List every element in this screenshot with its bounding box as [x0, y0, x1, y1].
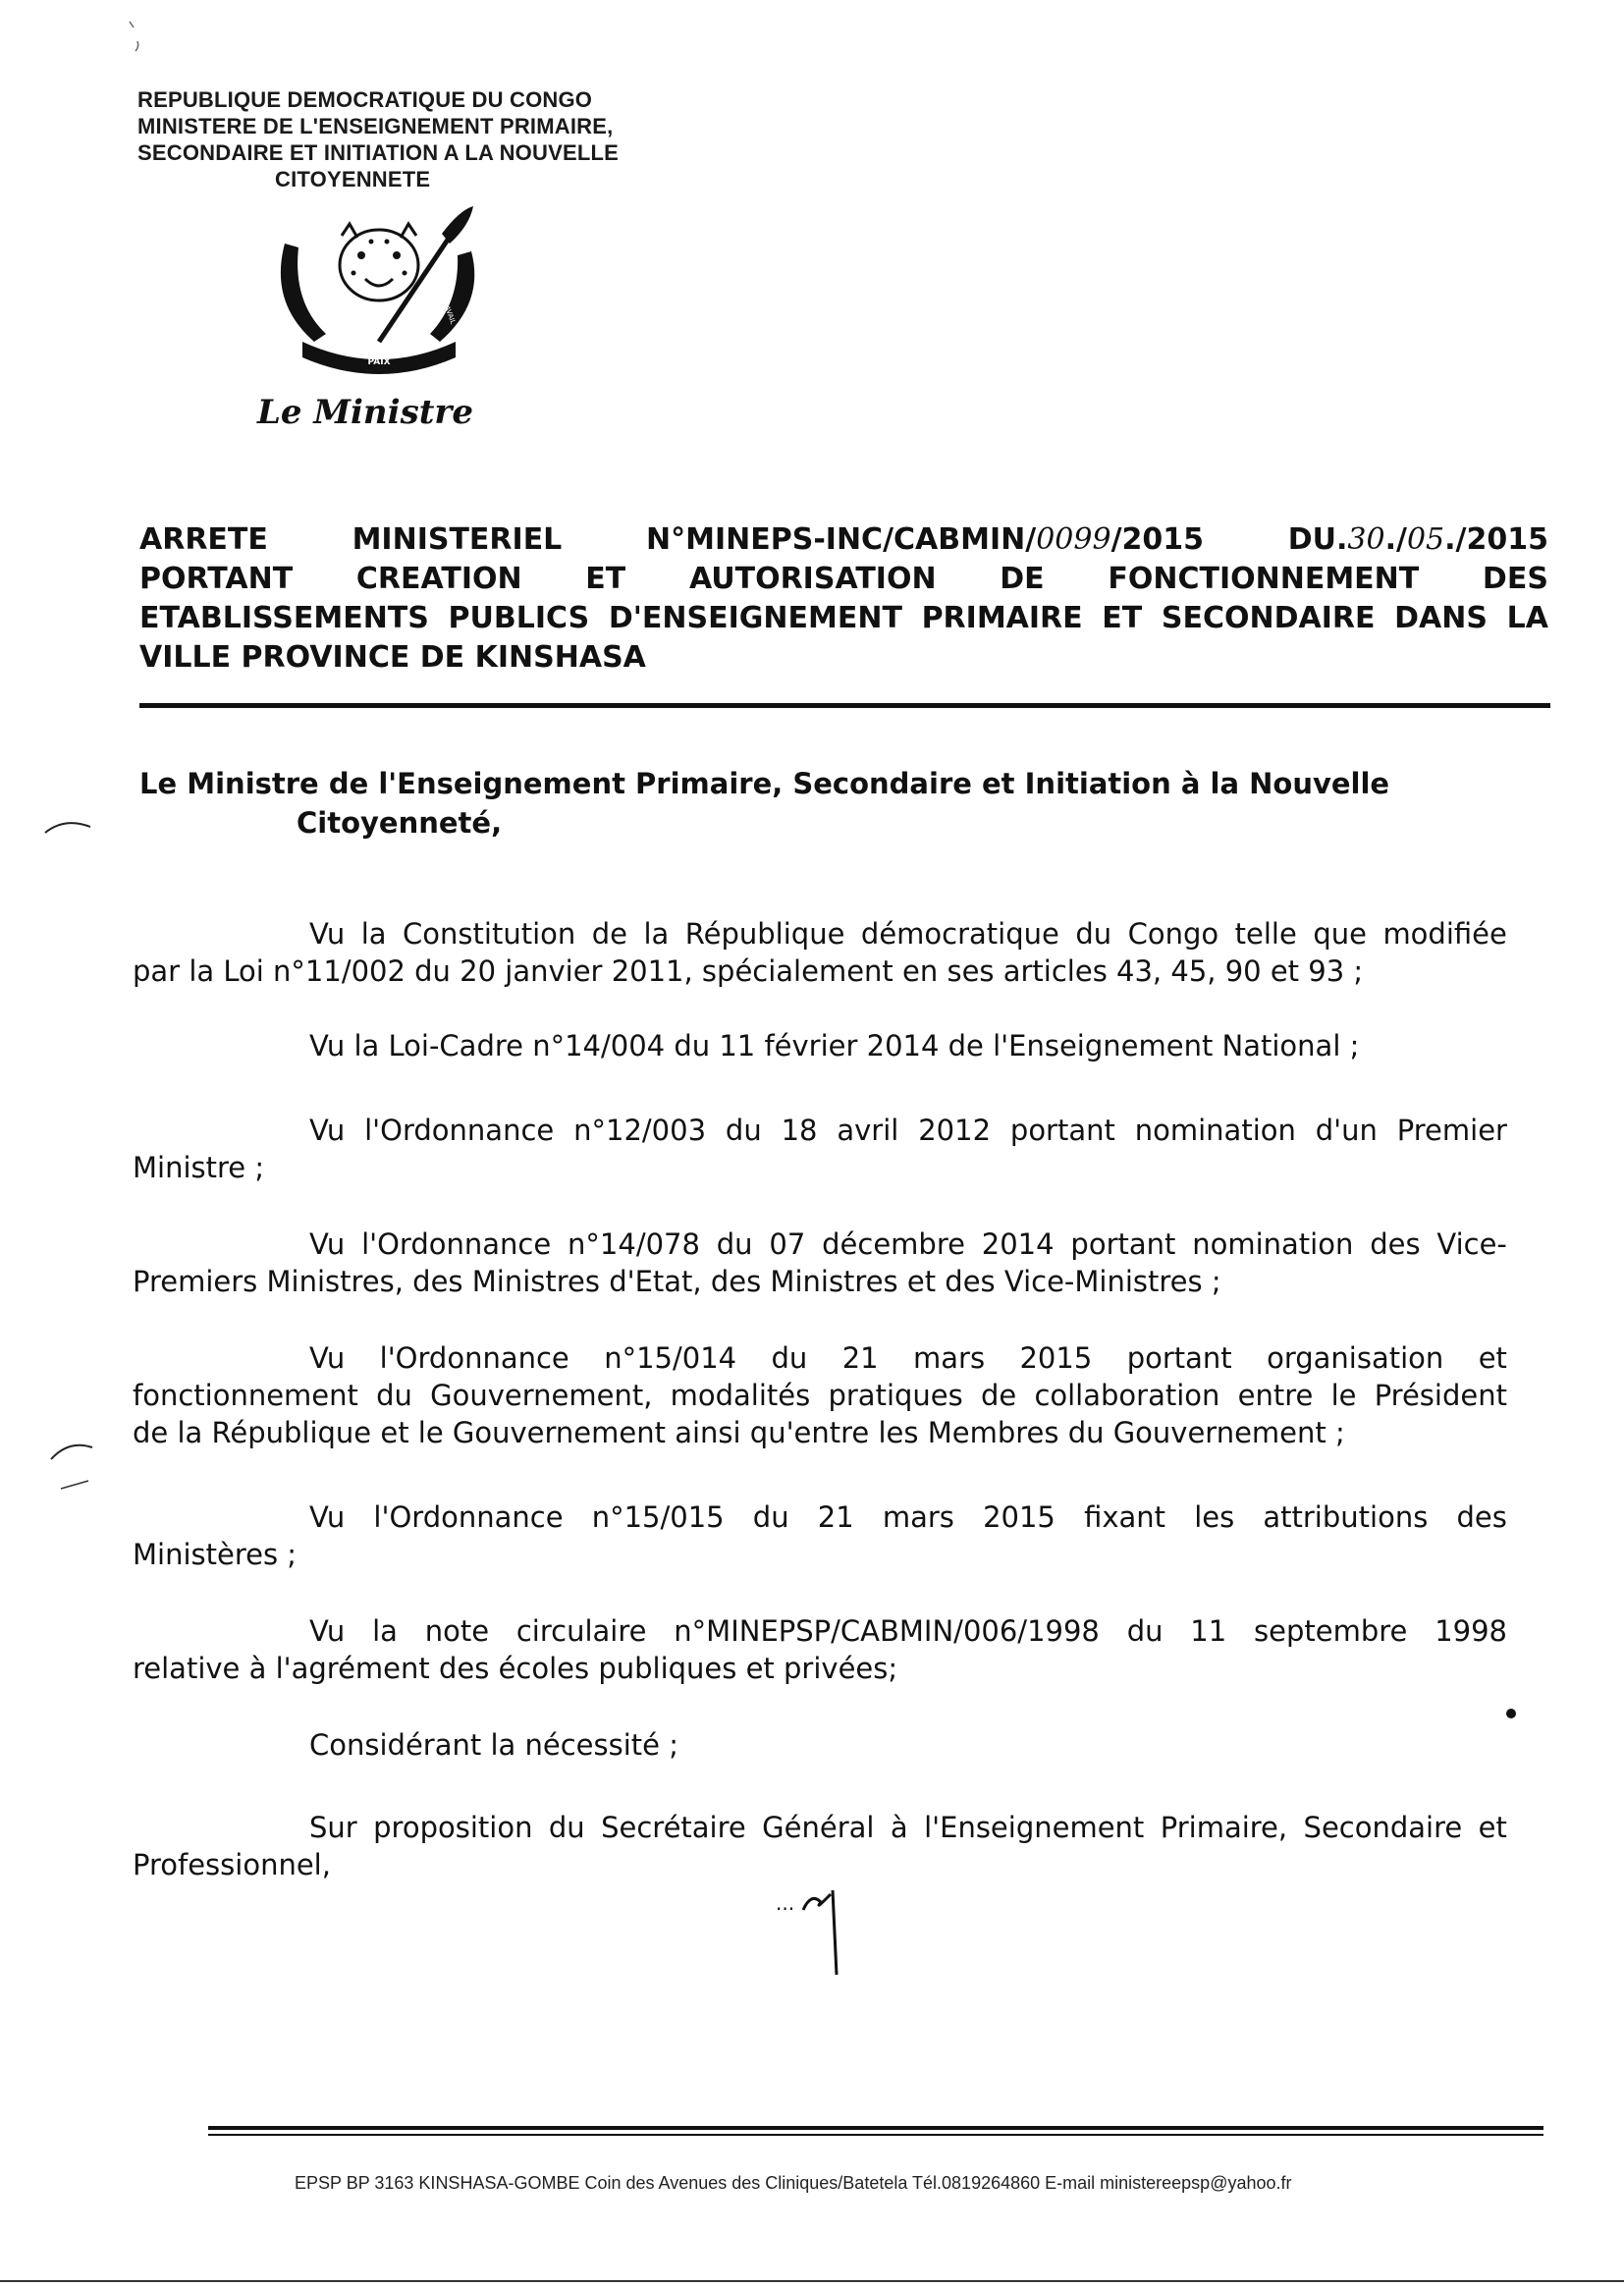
footer-divider-thin: [208, 2134, 1543, 2136]
continuation-initials: [776, 1880, 864, 1979]
paragraph-line: [133, 1809, 1507, 1846]
paragraph-line: Professionnel,: [133, 1848, 331, 1881]
emblem-banner-center: PAIX: [367, 357, 391, 367]
decree-date-suffix: ./2015: [1444, 522, 1548, 557]
word: Vice-: [1436, 1227, 1507, 1261]
word: Secrétaire: [601, 1811, 746, 1844]
word: Premier: [1396, 1114, 1507, 1147]
margin-mark-1: [39, 811, 98, 841]
preamble-paragraph-loi-cadre: [133, 1027, 1507, 1064]
word: du: [752, 1500, 789, 1534]
word: pratiques: [828, 1379, 963, 1412]
word: modalités: [670, 1379, 811, 1412]
word: la: [372, 1614, 398, 1648]
word: Vu: [309, 1114, 346, 1147]
word: D'ENSEIGNEMENT: [608, 601, 902, 635]
paragraph-line: Ministre ;: [133, 1151, 265, 1184]
word: modifiée: [1382, 917, 1507, 951]
decree-date-prefix: DU.: [1287, 522, 1348, 557]
paragraph-line: Considérant la nécessité ;: [309, 1728, 678, 1762]
word: l'Ordonnance: [373, 1500, 564, 1534]
word: fixant: [1084, 1500, 1166, 1534]
word: Congo: [1127, 917, 1219, 951]
word: Président: [1374, 1379, 1507, 1412]
word: l'Ordonnance: [361, 1227, 552, 1261]
header-line-1: REPUBLIQUE DEMOCRATIQUE DU CONGO: [137, 87, 593, 112]
word: les: [1194, 1500, 1235, 1534]
preamble-paragraph-attributions: [133, 1498, 1507, 1573]
decree-number-suffix: /2015: [1110, 522, 1205, 557]
word: du: [725, 1114, 762, 1147]
title-divider: [139, 703, 1550, 708]
word: du: [771, 1341, 808, 1375]
word: Vu: [309, 1227, 346, 1261]
decree-number-prefix: N°MINEPS-INC/CABMIN/: [646, 522, 1037, 557]
word: et: [1478, 1811, 1507, 1844]
word: 21: [817, 1500, 854, 1534]
emblem-banner-right: TRAVAIL: [440, 296, 458, 326]
title-word: AUTORISATION: [688, 562, 937, 596]
word: note: [424, 1614, 490, 1648]
word: la: [643, 917, 670, 951]
header-line-3: SECONDAIRE ET INITIATION A LA NOUVELLE: [137, 140, 619, 165]
word: n°MINEPSP/CABMIN/006/1998: [674, 1614, 1100, 1648]
paragraph-line: [133, 1112, 1507, 1149]
paragraph-line: [133, 1377, 1507, 1414]
word: ETABLISSEMENTS: [139, 601, 429, 635]
word: le: [1330, 1379, 1357, 1412]
word: avril: [837, 1114, 899, 1147]
word: n°15/015: [591, 1500, 725, 1534]
margin-mark-2: [45, 1434, 104, 1502]
word: mars: [882, 1500, 954, 1534]
word: et: [1478, 1341, 1507, 1375]
word: ET: [1102, 601, 1143, 635]
paragraph-line: Premiers Ministres, des Ministres d'Etat, des Ministres et des Vice-Ministres ;: [133, 1265, 1221, 1298]
preamble-paragraph-vice-ministres: [133, 1225, 1507, 1300]
minister-heading-line-2: Citoyenneté,: [297, 806, 503, 840]
word: Constitution: [403, 917, 576, 951]
word: Vu: [309, 1614, 346, 1648]
preamble-paragraph-considerant: [133, 1726, 1507, 1764]
paragraph-line: [133, 915, 1507, 953]
word: mars: [913, 1341, 986, 1375]
word: 11: [1190, 1614, 1227, 1648]
decree-title: [139, 520, 1548, 678]
paragraph-line: [133, 1339, 1507, 1377]
title-line-4: VILLE PROVINCE DE KINSHASA: [139, 640, 646, 675]
coat-of-arms-emblem: [263, 204, 491, 379]
word: 18: [781, 1114, 818, 1147]
decree-day-handwritten: 30: [1347, 522, 1385, 557]
word: Vu: [309, 917, 346, 951]
word: l'Ordonnance: [379, 1341, 569, 1375]
header-line-4: CITOYENNETE: [275, 167, 431, 191]
word: PUBLICS: [448, 601, 590, 635]
paragraph-line: Vu la Loi-Cadre n°14/004 du 11 février 2014 de l'Enseignement National ;: [309, 1029, 1360, 1062]
title-line-2: [139, 560, 1548, 599]
paragraph-line: par la Loi n°11/002 du 20 janvier 2011, spécialement en ses articles 43, 45, 90 et 93 ;: [133, 954, 1364, 988]
word: l'Ordonnance: [364, 1114, 555, 1147]
preamble-paragraph-proposition: [133, 1809, 1507, 1883]
word: du: [716, 1227, 753, 1261]
word: du: [1075, 917, 1112, 951]
word: 2014: [981, 1227, 1055, 1261]
word: organisation: [1267, 1341, 1444, 1375]
word: nomination: [1134, 1114, 1296, 1147]
issuer-header: [137, 86, 727, 192]
word: telle: [1234, 917, 1297, 951]
title-word: DE: [1000, 562, 1045, 596]
decree-date-separator: ./: [1384, 522, 1407, 557]
word: nomination: [1192, 1227, 1354, 1261]
word: entre: [1237, 1379, 1314, 1412]
paragraph-line: [133, 1498, 1507, 1536]
word: d'un: [1315, 1114, 1378, 1147]
word: que: [1313, 917, 1367, 951]
decree-number-handwritten: 0099: [1036, 522, 1111, 557]
leopard-head-icon: [340, 224, 418, 300]
decree-number: [646, 520, 1204, 560]
decree-month-handwritten: 05: [1406, 522, 1445, 557]
word: attributions: [1263, 1500, 1429, 1534]
word: des: [1456, 1500, 1507, 1534]
word: la: [360, 917, 387, 951]
word: PRIMAIRE: [921, 601, 1083, 635]
title-line-3: [139, 599, 1548, 638]
scan-speck-top: [126, 18, 145, 57]
word: 21: [841, 1341, 879, 1375]
word: Primaire,: [1160, 1811, 1288, 1844]
word: circulaire: [515, 1614, 647, 1648]
word: n°12/003: [573, 1114, 707, 1147]
paragraph-line: relative à l'agrément des écoles publiques et privées;: [133, 1652, 898, 1685]
word: portant: [1009, 1114, 1115, 1147]
preamble-paragraph-gouvernement: [133, 1339, 1507, 1451]
paragraph-line: de la République et le Gouvernement ainsi qu'entre les Membres du Gouvernement ;: [133, 1416, 1345, 1449]
minister-heading-line-1: Le Ministre de l'Enseignement Primaire, Secondaire et Initiation à la Nouvelle: [139, 767, 1390, 800]
margin-dot-right: [1504, 1707, 1518, 1720]
word: septembre: [1254, 1614, 1408, 1648]
word: proposition: [373, 1811, 533, 1844]
header-line-2: MINISTERE DE L'ENSEIGNEMENT PRIMAIRE,: [137, 114, 614, 138]
signature-title: Le Ministre: [257, 393, 473, 432]
word: SECONDAIRE: [1161, 601, 1376, 635]
word: l'Enseignement: [924, 1811, 1145, 1844]
word: Général: [762, 1811, 875, 1844]
word: 1998: [1435, 1614, 1507, 1648]
paragraph-line: Ministères ;: [133, 1538, 298, 1571]
word: n°15/014: [604, 1341, 737, 1375]
footer-contact: EPSP BP 3163 KINSHASA-GOMBE Coin des Avenues des Cliniques/Batetela Tél.0819264860 E-mail ministereepsp@yahoo.fr: [295, 2173, 1292, 2193]
word: LA: [1506, 601, 1548, 635]
word: des: [1370, 1227, 1421, 1261]
word: de: [980, 1379, 1017, 1412]
title-line-1: [139, 520, 1548, 560]
word: démocratique: [860, 917, 1059, 951]
title-word: ARRETE: [139, 522, 268, 557]
paragraph-line: [133, 1225, 1507, 1263]
continuation-dots: ...: [776, 1891, 795, 1915]
word: Vu: [309, 1341, 346, 1375]
footer-divider: [208, 2126, 1543, 2130]
title-word: ET: [585, 562, 626, 596]
word: Secondaire: [1303, 1811, 1463, 1844]
word: 2015: [983, 1500, 1056, 1534]
word: du: [1126, 1614, 1164, 1648]
emblem-banner-left: JUSTICE: [316, 285, 334, 313]
word: fonctionnement: [133, 1379, 358, 1412]
preamble-paragraph-premier-ministre: [133, 1112, 1507, 1186]
word: décembre: [822, 1227, 965, 1261]
word: République: [684, 917, 845, 951]
preamble-paragraph-constitution: [133, 915, 1507, 990]
word: Gouvernement,: [430, 1379, 653, 1412]
scan-edge-line: [0, 2280, 1624, 2282]
preamble-paragraph-note-circulaire: [133, 1612, 1507, 1687]
title-word: DES: [1482, 562, 1548, 596]
word: 2015: [1019, 1341, 1093, 1375]
word: collaboration: [1034, 1379, 1220, 1412]
word: Sur: [309, 1811, 357, 1844]
word: du: [376, 1379, 412, 1412]
title-word: PORTANT: [139, 562, 294, 596]
minister-heading: [139, 764, 1534, 843]
word: portant: [1070, 1227, 1176, 1261]
word: n°14/078: [568, 1227, 700, 1261]
word: DANS: [1394, 601, 1488, 635]
word: de: [591, 917, 627, 951]
word: à: [890, 1811, 908, 1844]
word: portant: [1126, 1341, 1232, 1375]
paragraph-line: [133, 1612, 1507, 1650]
word: Vu: [309, 1500, 346, 1534]
word: du: [548, 1811, 585, 1844]
word: 07: [769, 1227, 806, 1261]
word: 2012: [918, 1114, 992, 1147]
title-word: MINISTERIEL: [352, 522, 563, 557]
decree-date: [1288, 520, 1548, 560]
title-word: FONCTIONNEMENT: [1108, 562, 1420, 596]
title-word: CREATION: [355, 562, 522, 596]
